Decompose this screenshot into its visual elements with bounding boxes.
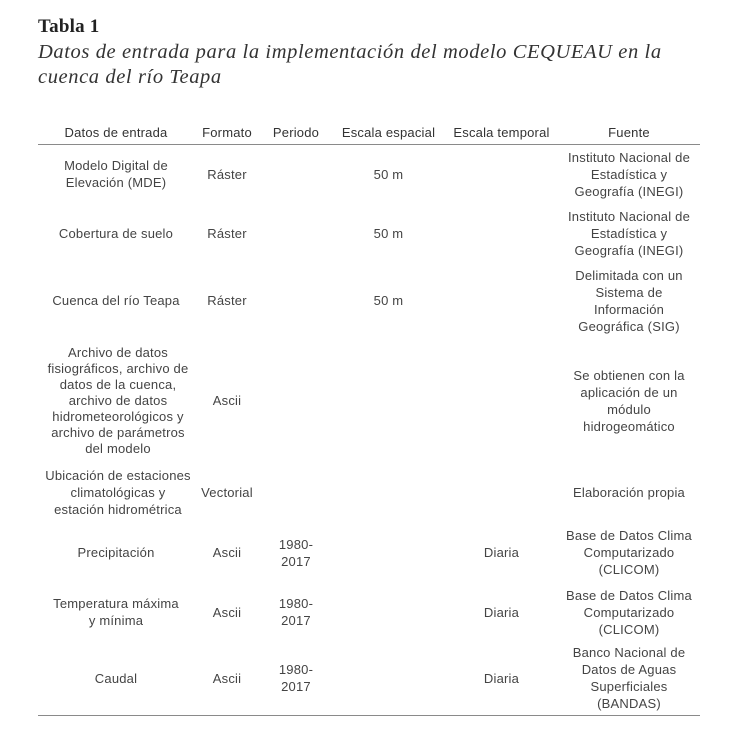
cell-datos: Caudal [38, 642, 194, 716]
cell-formato: Ascii [212, 545, 242, 560]
cell-formato: Ascii [212, 604, 242, 620]
cell-formato: Ráster [207, 166, 247, 182]
table-row [38, 339, 700, 463]
cell-fuente: Banco Nacional de Datos de Aguas Superficiales (BANDAS) [558, 642, 700, 716]
cell-datos: Ubicación de estaciones climatológicas y estación hidrométrica [45, 468, 191, 517]
cell-datos: Cobertura de suelo [58, 225, 174, 241]
cell-periodo: 1980-2017 [278, 596, 314, 628]
cell-periodo [260, 263, 332, 339]
cell-escala-espacial [332, 339, 445, 463]
cell-periodo: 1980-2017 [260, 642, 332, 716]
header-datos-de-entrada: Datos de entrada [38, 120, 194, 145]
cell-escala-espacial: 50 m [373, 225, 404, 241]
cell-fuente: Se obtienen con la aplicación de un módulo hidrogeomático [573, 367, 685, 434]
cell-escala-espacial: 50 m [373, 166, 404, 182]
table-row [38, 263, 700, 339]
cell-formato: Ráster [207, 225, 247, 241]
cell-escala-temporal: Diaria [445, 642, 558, 716]
table-label: Tabla 1 [38, 16, 100, 37]
header-formato: Formato [194, 120, 260, 145]
header-escala-temporal: Escala temporal [445, 120, 558, 145]
document-page [38, 16, 700, 712]
table-row [38, 583, 700, 642]
cell-datos: Archivo de datos fisiográficos, archivo de datos de la cuenca, archivo de datos hidrometeorológicos y archivo de parámetros del modelo [47, 344, 189, 456]
table-row [38, 463, 700, 523]
cell-periodo [260, 204, 332, 263]
table-header-row [38, 120, 700, 145]
cell-formato: Ascii [194, 642, 260, 716]
input-data-table [38, 120, 700, 716]
cell-escala-espacial [332, 463, 445, 523]
cell-escala-temporal [445, 339, 558, 463]
table-row [38, 642, 700, 716]
cell-fuente: Base de Datos Clima Computarizado (CLICOM) [566, 587, 692, 637]
table-title: Datos de entrada para la implementación del modelo CEQUEAU en la cuenca del río Teapa [38, 41, 662, 88]
cell-escala-temporal: Diaria [483, 604, 520, 620]
header-fuente: Fuente [558, 120, 700, 145]
cell-datos: Cuenca del río Teapa [52, 293, 180, 308]
header-periodo: Periodo [260, 120, 332, 145]
cell-formato: Vectorial [201, 485, 253, 500]
cell-fuente: Instituto Nacional de Estadística y Geografía (INEGI) [568, 208, 690, 258]
cell-escala-espacial [332, 642, 445, 716]
cell-fuente: Base de Datos Clima Computarizado (CLICOM) [566, 528, 692, 577]
cell-fuente: Delimitada con un Sistema de Información Geográfica (SIG) [575, 267, 683, 334]
cell-formato: Ráster [207, 293, 247, 308]
cell-datos: Modelo Digital de Elevación (MDE) [64, 158, 168, 191]
cell-escala-temporal [445, 204, 558, 263]
table-row [38, 204, 700, 263]
table-row [38, 145, 700, 204]
cell-datos: Precipitación [77, 545, 155, 560]
header-escala-espacial: Escala espacial [332, 120, 445, 145]
table-row [38, 523, 700, 583]
cell-datos: Temperatura máxima y mínima [53, 596, 179, 628]
cell-escala-temporal [445, 145, 558, 204]
cell-escala-espacial: 50 m [373, 293, 404, 308]
cell-fuente: Instituto Nacional de Estadística y Geografía (INEGI) [568, 149, 690, 199]
cell-escala-espacial [332, 583, 445, 642]
cell-escala-temporal [445, 463, 558, 523]
cell-periodo [260, 145, 332, 204]
cell-formato: Ascii [212, 393, 242, 408]
cell-escala-temporal [445, 263, 558, 339]
cell-periodo: 1980-2017 [278, 536, 314, 569]
cell-periodo [260, 339, 332, 463]
cell-escala-temporal: Diaria [483, 545, 520, 560]
cell-periodo [260, 463, 332, 523]
cell-escala-espacial [332, 523, 445, 583]
cell-fuente: Elaboración propia [572, 485, 685, 500]
